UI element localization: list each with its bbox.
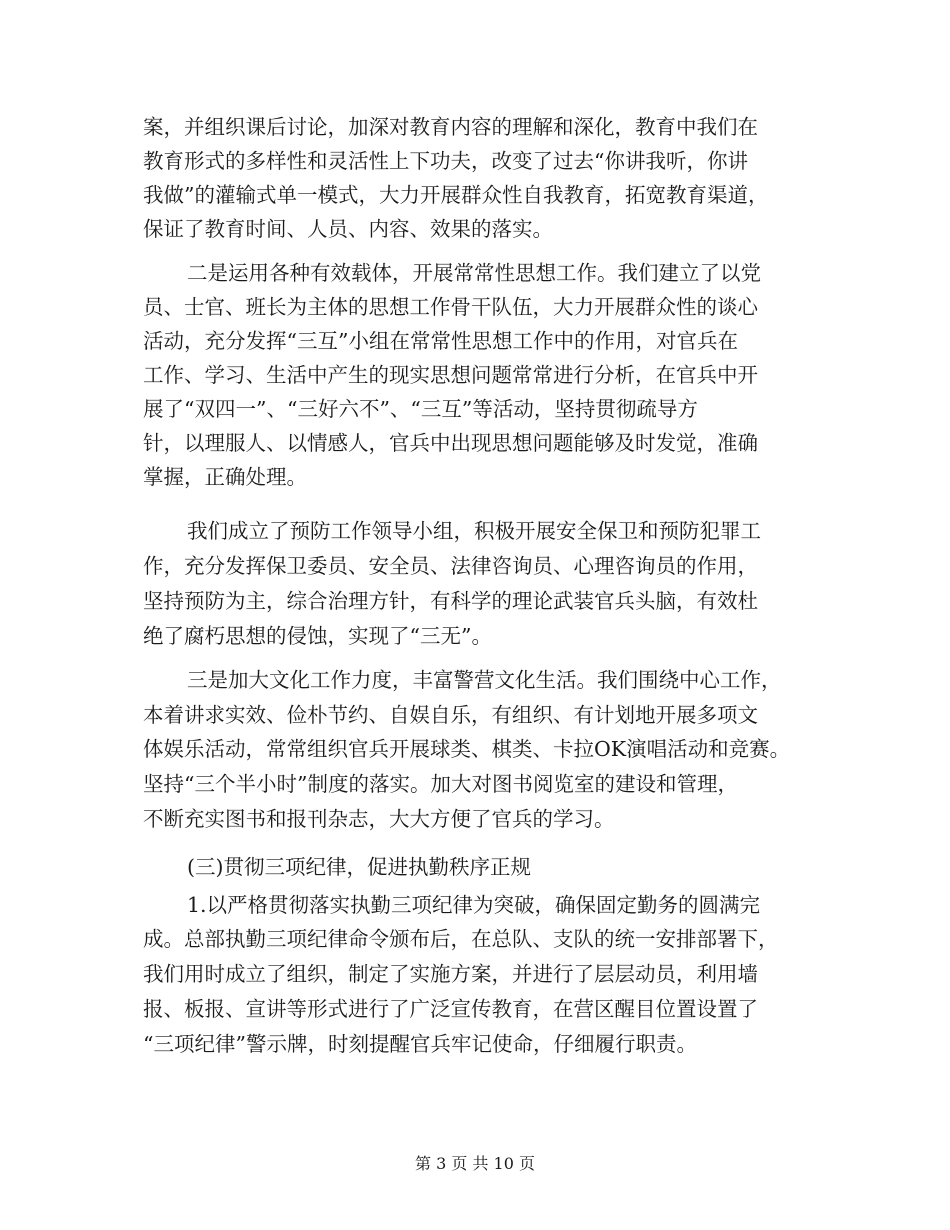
paragraph-line: 员、士官、班长为主体的思想工作骨干队伍，大力开展群众性的谈心 bbox=[143, 295, 758, 319]
paragraph-line: 我们成立了预防工作领导小组，积极开展安全保卫和预防犯罪工 bbox=[187, 519, 761, 543]
paragraph-line: 体娱乐活动，常常组织官兵开展球类、棋类、卡拉OK演唱活动和竞赛。 bbox=[143, 737, 791, 761]
paragraph-line: 针，以理服人、以情感人，官兵中出现思想问题能够及时发觉，准确 bbox=[143, 431, 758, 455]
paragraph-line: 作，充分发挥保卫委员、安全员、法律咨询员、心理咨询员的作用， bbox=[143, 554, 758, 578]
paragraph-line: “三项纪律”警示牌，时刻提醒官兵牢记使命，仔细履行职责。 bbox=[143, 1032, 697, 1056]
paragraph-line: 本着讲求实效、俭朴节约、自娱自乐，有组织、有计划地开展多项文 bbox=[143, 703, 758, 727]
paragraph-line: 掌握，正确处理。 bbox=[143, 465, 307, 489]
paragraph-line: 成。总部执勤三项纪律命令颁布后，在总队、支队的统一安排部署下， bbox=[143, 927, 779, 951]
paragraph-line: 三是加大文化工作力度，丰富警营文化生活。我们围绕中心工作， bbox=[187, 668, 782, 692]
paragraph-line: 教育形式的多样性和灵活性上下功夫，改变了过去“你讲我听，你讲 bbox=[143, 149, 748, 173]
paragraph-line: 报、板报、宣讲等形式进行了广泛宣传教育，在营区醒目位置设置了 bbox=[143, 997, 758, 1021]
section-heading: (三)贯彻三项纪律，促进执勤秩序正规 bbox=[187, 855, 531, 879]
paragraph-line: 1.以严格贯彻落实执勤三项纪律为突破，确保固定勤务的圆满完 bbox=[187, 893, 761, 917]
paragraph-line: 案，并组织课后讨论，加深对教育内容的理解和深化，教育中我们在 bbox=[143, 115, 758, 139]
paragraph-line: 绝了腐朽思想的侵蚀，实现了“三无”。 bbox=[143, 624, 492, 648]
page-number: 第 3 页 共 10 页 bbox=[415, 1154, 535, 1173]
paragraph-line: 不断充实图书和报刊杂志，大大方便了官兵的学习。 bbox=[143, 807, 615, 831]
paragraph-line: 我做”的灌输式单一模式，大力开展群众性自我教育，拓宽教育渠道， bbox=[143, 183, 769, 207]
paragraph-line: 二是运用各种有效载体，开展常常性思想工作。我们建立了以党 bbox=[187, 261, 761, 285]
paragraph-line: 我们用时成立了组织，制定了实施方案，并进行了层层动员，利用墙 bbox=[143, 962, 758, 986]
paragraph-line: 坚持预防为主，综合治理方针，有科学的理论武装官兵头脑，有效杜 bbox=[143, 589, 758, 613]
paragraph-line: 保证了教育时间、人员、内容、效果的落实。 bbox=[143, 217, 553, 241]
paragraph-line: 展了“双四一”、“三好六不”、“三互”等活动，坚持贯彻疏导方 bbox=[143, 397, 698, 421]
paragraph-line: 坚持“三个半小时”制度的落实。加大对图书阅览室的建设和管理， bbox=[143, 772, 738, 796]
paragraph-line: 工作、学习、生活中产生的现实思想问题常常进行分析，在官兵中开 bbox=[143, 363, 758, 387]
paragraph-line: 活动，充分发挥“三互”小组在常常性思想工作中的作用，对官兵在 bbox=[143, 329, 738, 353]
